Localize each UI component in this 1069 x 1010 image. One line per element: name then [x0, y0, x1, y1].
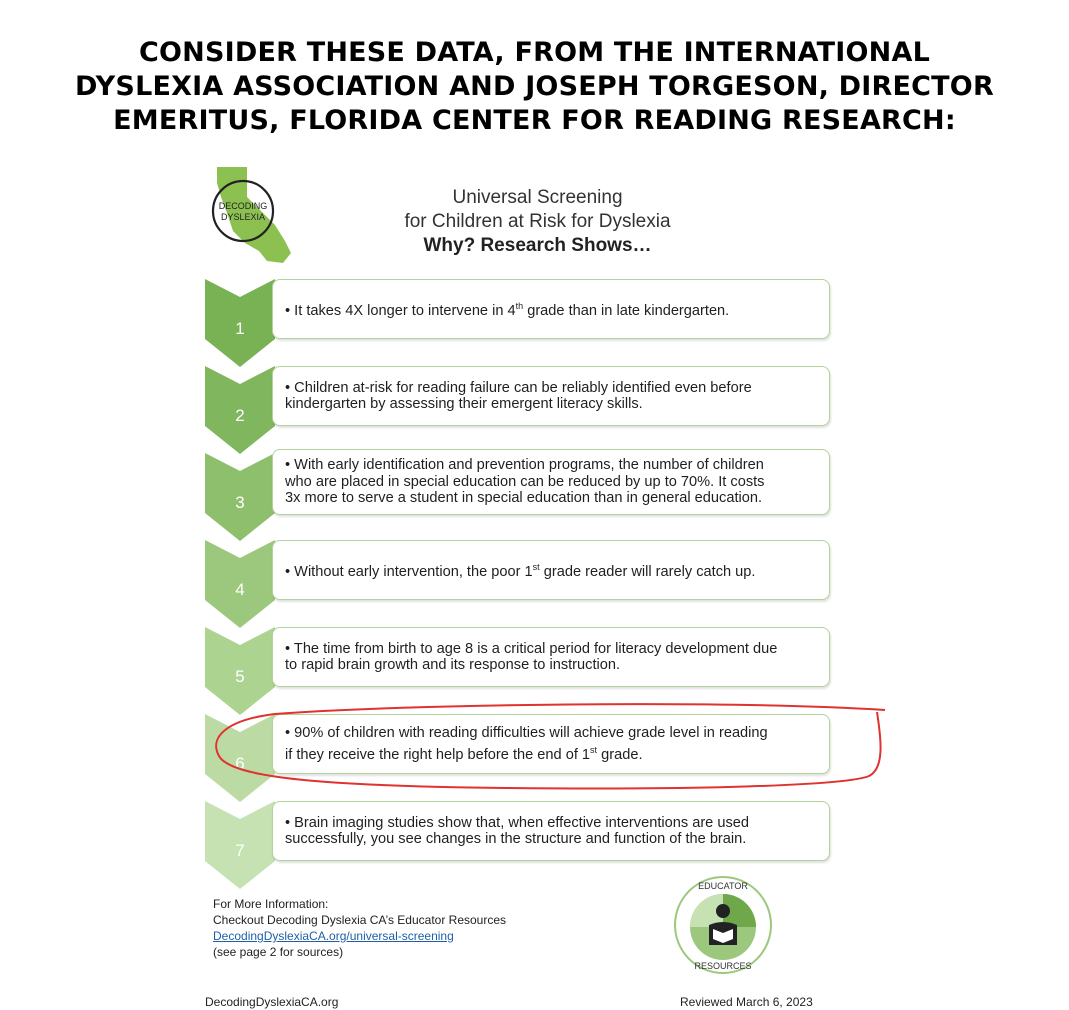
title-line-3: Why? Research Shows…: [423, 235, 652, 256]
info-heading: For More Information:: [213, 897, 329, 911]
headline-line-1: CONSIDER THESE DATA, FROM THE INTERNATIONAL: [139, 37, 930, 68]
step-text: [285, 380, 752, 413]
step-text-box: [272, 714, 830, 774]
info-line: Checkout Decoding Dyslexia CA’s Educator Resources: [213, 913, 507, 927]
headline-line-2: DYSLEXIA ASSOCIATION AND JOSEPH TORGESON, DIRECTOR: [75, 71, 994, 102]
badge-bottom-text: RESOURCES: [694, 961, 752, 971]
screening-link[interactable]: DecodingDyslexiaCA.org/universal-screening: [213, 929, 454, 943]
step-row-2: [205, 366, 835, 456]
step-text: [285, 641, 777, 674]
step-row-4: [205, 540, 835, 630]
ordinal-suffix: st: [590, 744, 598, 755]
step-number: 6: [235, 754, 245, 773]
step-text-main: • The time from birth to age 8 is a critical period for literacy development due to rapid brain growth and its response to instruction.: [285, 640, 778, 673]
step-number: 1: [235, 319, 245, 338]
footer-reviewed-date: Reviewed March 6, 2023: [680, 995, 813, 1009]
step-text-main: • It takes 4X longer to intervene in 4: [285, 303, 516, 320]
step-row-1: [205, 279, 835, 369]
step-number: 4: [235, 580, 245, 599]
step-text-rest: grade than in late kindergarten.: [523, 303, 730, 320]
step-text: [285, 559, 755, 580]
step-text-box: [272, 801, 830, 861]
step-text: [285, 725, 768, 763]
step-number: 2: [235, 406, 245, 425]
step-text-main: • 90% of children with reading difficulties will achieve grade level in reading if they receive the right help before the end of 1: [285, 725, 768, 763]
step-text-main: • Without early intervention, the poor 1: [285, 564, 533, 581]
more-info: [213, 896, 506, 960]
badge-top-text: EDUCATOR: [698, 881, 748, 891]
step-number: 3: [235, 493, 245, 512]
step-text-box: [272, 366, 830, 426]
step-text: [285, 815, 749, 848]
step-text-box: [272, 449, 830, 515]
step-text-main: • Brain imaging studies show that, when effective interventions are used successfully, you see changes in the structure and function of the brain.: [285, 814, 749, 847]
step-text-box: [272, 279, 830, 339]
title-line-2: for Children at Risk for Dyslexia: [404, 211, 671, 232]
educator-resources-badge: [673, 875, 773, 975]
step-text-box: [272, 540, 830, 600]
logo-text-2: DYSLEXIA: [220, 212, 266, 222]
ordinal-suffix: st: [532, 562, 540, 573]
ordinal-suffix: th: [515, 301, 524, 312]
step-text-main: • Children at-risk for reading failure can be reliably identified even before kindergarten by assessing their emergent literacy skills.: [285, 379, 752, 412]
footer-site: DecodingDyslexiaCA.org: [205, 995, 339, 1009]
title-line-1: Universal Screening: [452, 187, 623, 208]
page-title: [370, 186, 705, 258]
step-text: [285, 298, 729, 319]
headline: [0, 36, 1069, 138]
step-text-box: [272, 627, 830, 687]
step-row-5: [205, 627, 835, 717]
step-number: 5: [235, 667, 245, 686]
step-text: [285, 457, 764, 507]
step-text-rest: grade reader will rarely catch up.: [539, 564, 756, 581]
step-text-main: • With early identification and prevention programs, the number of children who are placed in special education can be reduced by up to 70%. It costs 3x more to serve a student in special education than in general education.: [285, 457, 765, 507]
step-row-3: [205, 453, 835, 543]
headline-line-3: EMERITUS, FLORIDA CENTER FOR READING RESEARCH:: [113, 105, 956, 136]
info-note: (see page 2 for sources): [213, 945, 344, 959]
step-row-6: [205, 714, 835, 804]
decoding-dyslexia-logo: [205, 163, 305, 268]
step-text-rest: grade.: [597, 746, 643, 763]
logo-text-1: DECODING: [218, 201, 268, 211]
step-number: 7: [235, 841, 245, 860]
